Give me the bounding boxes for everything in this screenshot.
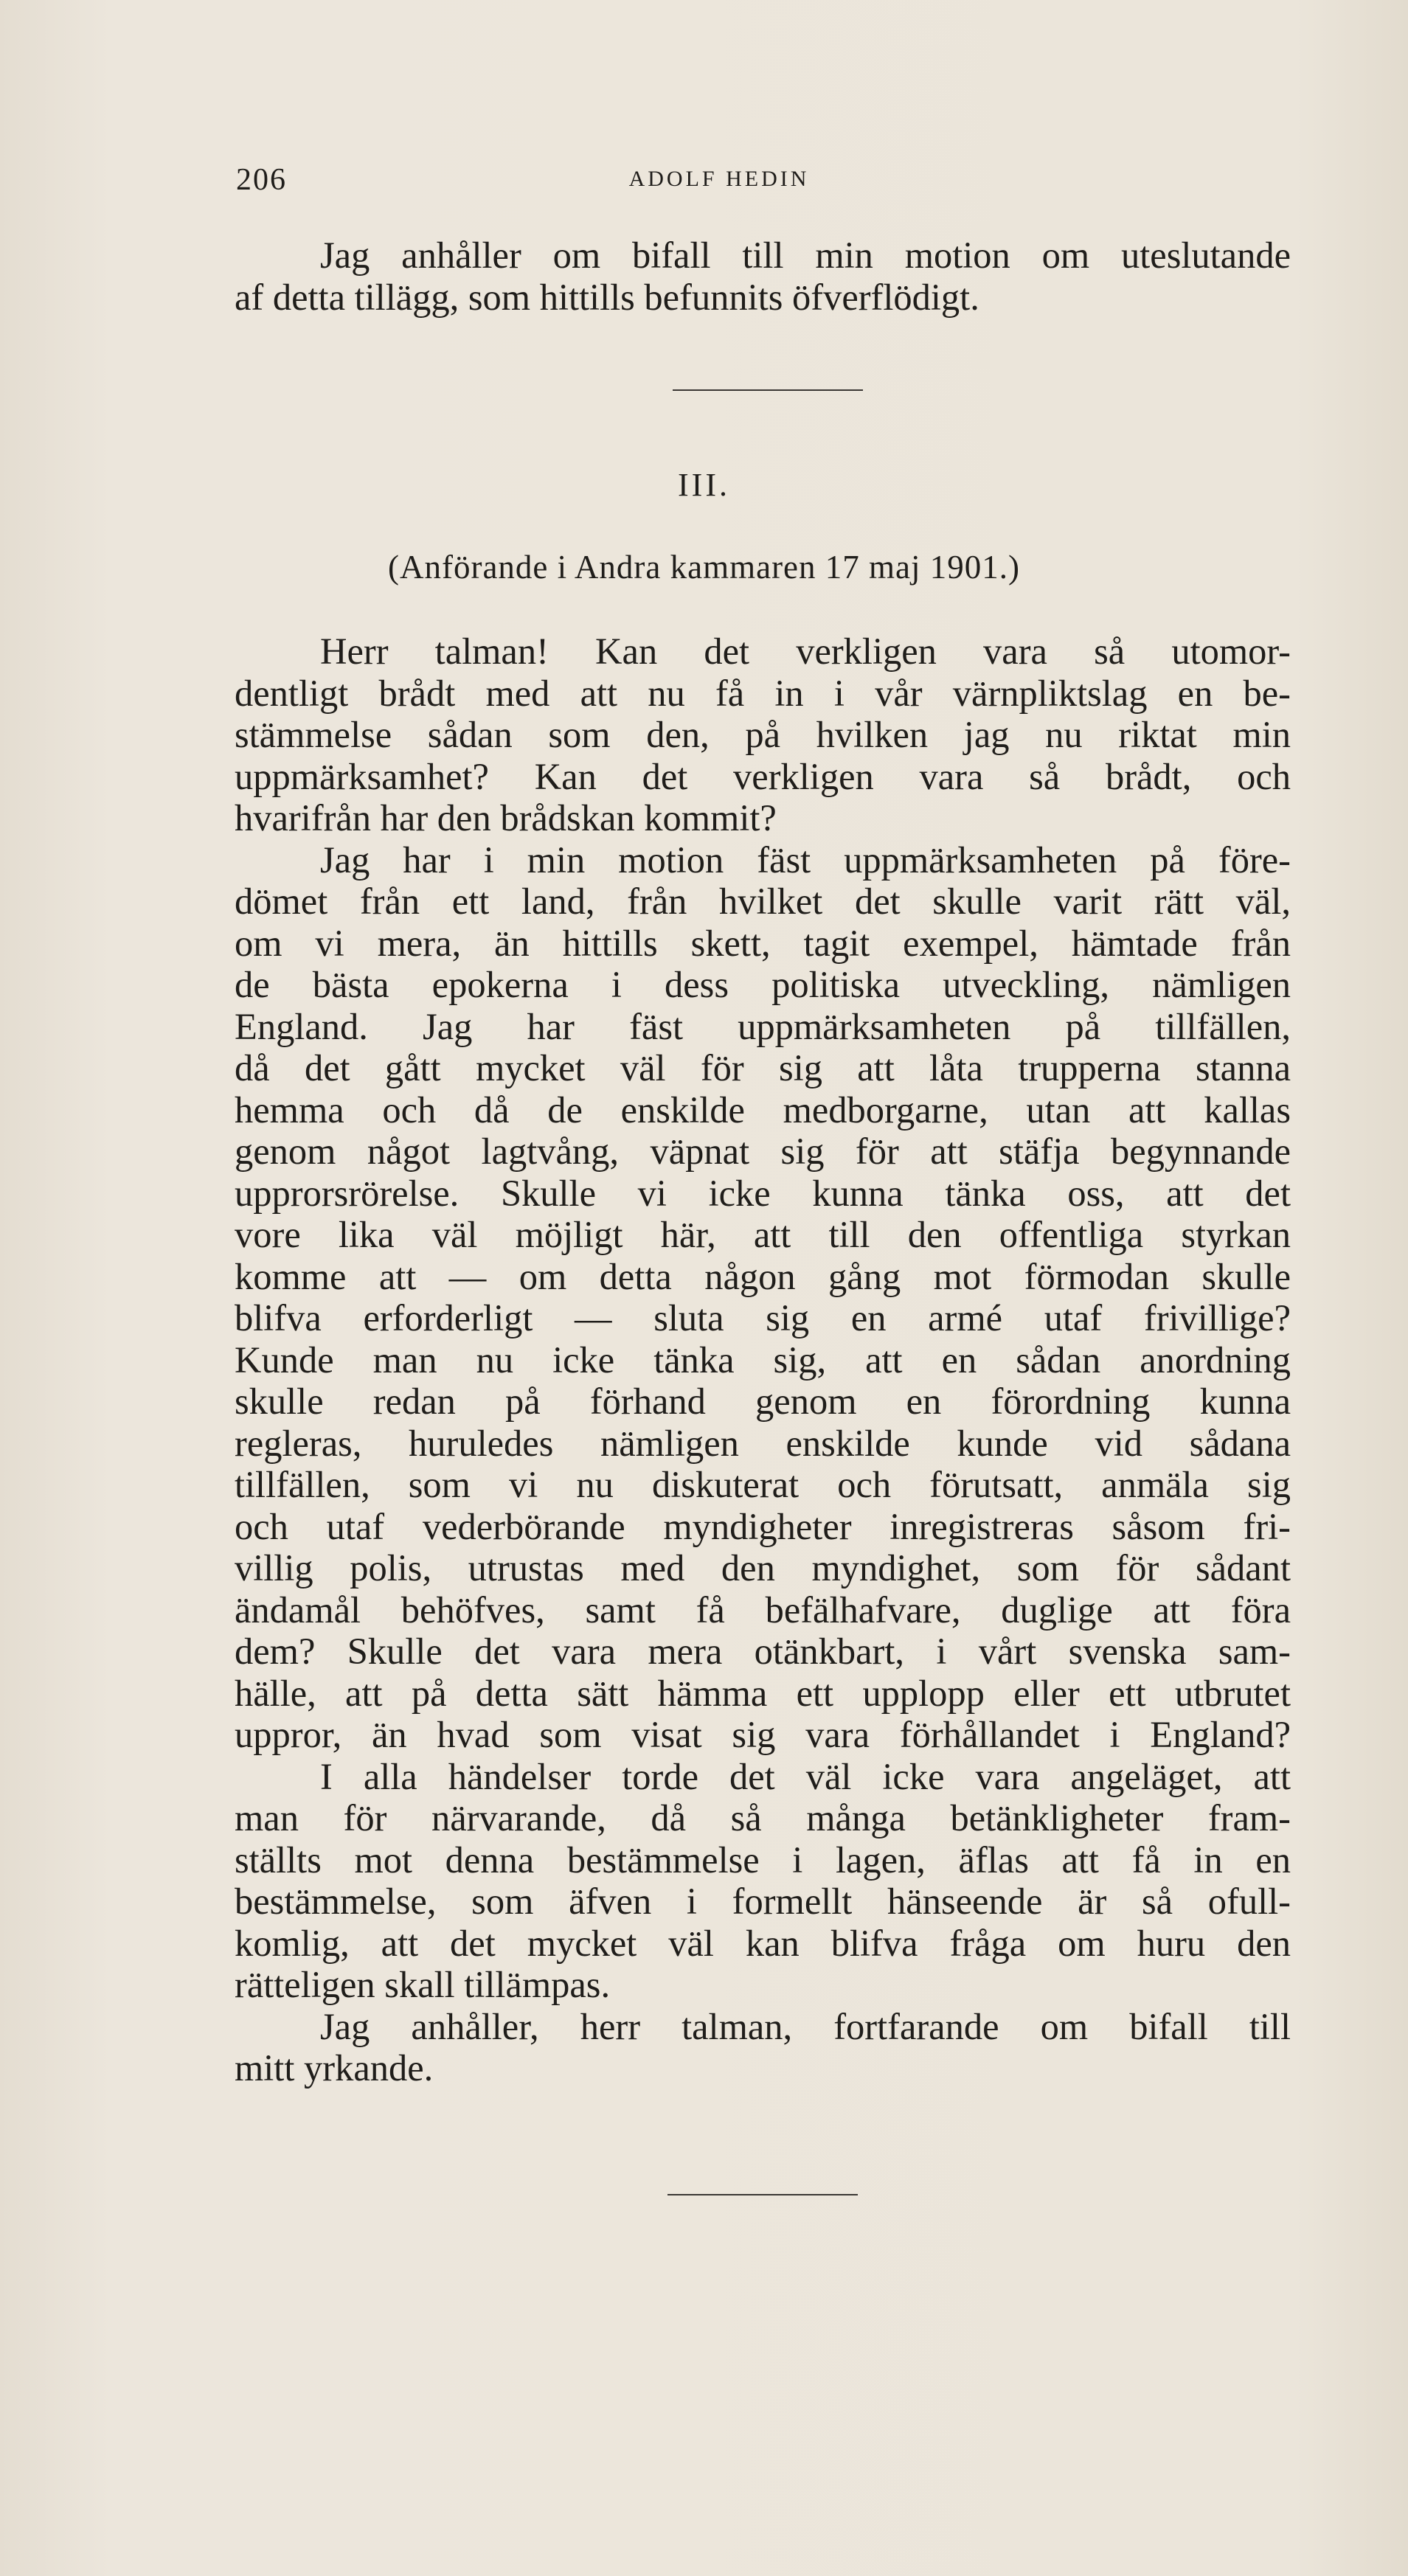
text-line: om vi mera, än hittills skett, tagit exempel, hämtade från [235,922,1291,964]
text-line: tillfällen, som vi nu diskuterat och förutsatt, anmäla sig [235,1464,1291,1505]
text-line: dentligt brådt med att nu få in i vår värnpliktslag en be- [235,672,1291,714]
text-line: bestämmelse, som äfven i formellt hänseende är så ofull- [235,1881,1291,1922]
text-line: hälle, att på detta sätt hämma ett upplopp eller ett utbrutet [235,1672,1291,1714]
text-line: villig polis, utrustas med den myndighet, som för sådant [235,1547,1291,1589]
text-line: Herr talman! Kan det verkligen vara så utomor- [320,631,1291,672]
end-divider [667,2194,858,2195]
section-subtitle: (Anförande i Andra kammaren 17 maj 1901.) [388,549,1020,586]
text-line: man för närvarande, då så många betänkligheter fram- [235,1797,1291,1839]
page-header [236,162,1202,206]
text-line: de bästa epokerna i dess politiska utveckling, nämligen [235,964,1291,1005]
text-line: Kunde man nu icke tänka sig, att en sådan anordning [235,1339,1291,1381]
text-line: I alla händelser torde det väl icke vara angeläget, att [320,1755,1291,1797]
text-line: rätteligen skall tillämpas. [235,1964,611,2005]
text-line: Jag har i min motion fäst uppmärksamheten på före- [320,839,1291,881]
text-line: hemma och då de enskilde medborgarne, utan att kallas [235,1089,1291,1131]
running-head: ADOLF HEDIN [628,167,810,191]
text-line: England. Jag har fäst uppmärksamheten på tillfällen, [235,1005,1291,1047]
text-line: mitt yrkande. [235,2047,434,2089]
text-line: stämmelse sådan som den, på hvilken jag nu riktat min [235,714,1291,755]
speech-body [235,631,1291,2089]
text-line: uppmärksamhet? Kan det verkligen vara så brådt, och [235,755,1291,797]
text-line: ställts mot denna bestämmelse i lagen, äflas att få in en [235,1839,1291,1881]
text-line: skulle redan på förhand genom en förordning kunna [235,1381,1291,1422]
text-line: Jag anhåller om bifall till min motion om uteslutande [320,235,1291,276]
text-line: vore lika väl möjligt här, att till den offentliga styrkan [235,1214,1291,1255]
text-line: och utaf vederbörande myndigheter inregistreras såsom fri- [235,1505,1291,1547]
text-line: dem? Skulle det vara mera otänkbart, i vårt svenska sam- [235,1631,1291,1672]
text-line: blifva erforderligt — sluta sig en armé utaf frivillige? [235,1297,1291,1339]
text-line: ändamål behöfves, samt få befälhafvare, duglige att föra [235,1589,1291,1631]
section-divider [673,389,863,391]
text-line: komlig, att det mycket väl kan blifva fråga om huru den [235,1922,1291,1964]
text-line: upprorsrörelse. Skulle vi icke kunna tänka oss, att det [235,1172,1291,1214]
text-line: dömet från ett land, från hvilket det skulle varit rätt väl, [235,881,1291,922]
intro-paragraph [235,235,1291,318]
text-line: komme att — om detta någon gång mot förmodan skulle [235,1255,1291,1297]
text-line: regleras, huruledes nämligen enskilde kunde vid sådana [235,1422,1291,1464]
text-line: uppror, än hvad som visat sig vara förhållandet i England? [235,1714,1291,1755]
text-line: af detta tillägg, som hittills befunnits öfverflödigt. [235,276,979,318]
text-line: hvarifrån har den brådskan kommit? [235,797,777,839]
text-line: Jag anhåller, herr talman, fortfarande om bifall till [320,2005,1291,2047]
text-line: genom något lagtvång, väpnat sig för att stäfja begynnande [235,1131,1291,1172]
text-line: då det gått mycket väl för sig att låta trupperna stanna [235,1047,1291,1089]
section-number: III. [678,467,730,503]
page-number: 206 [236,163,287,197]
